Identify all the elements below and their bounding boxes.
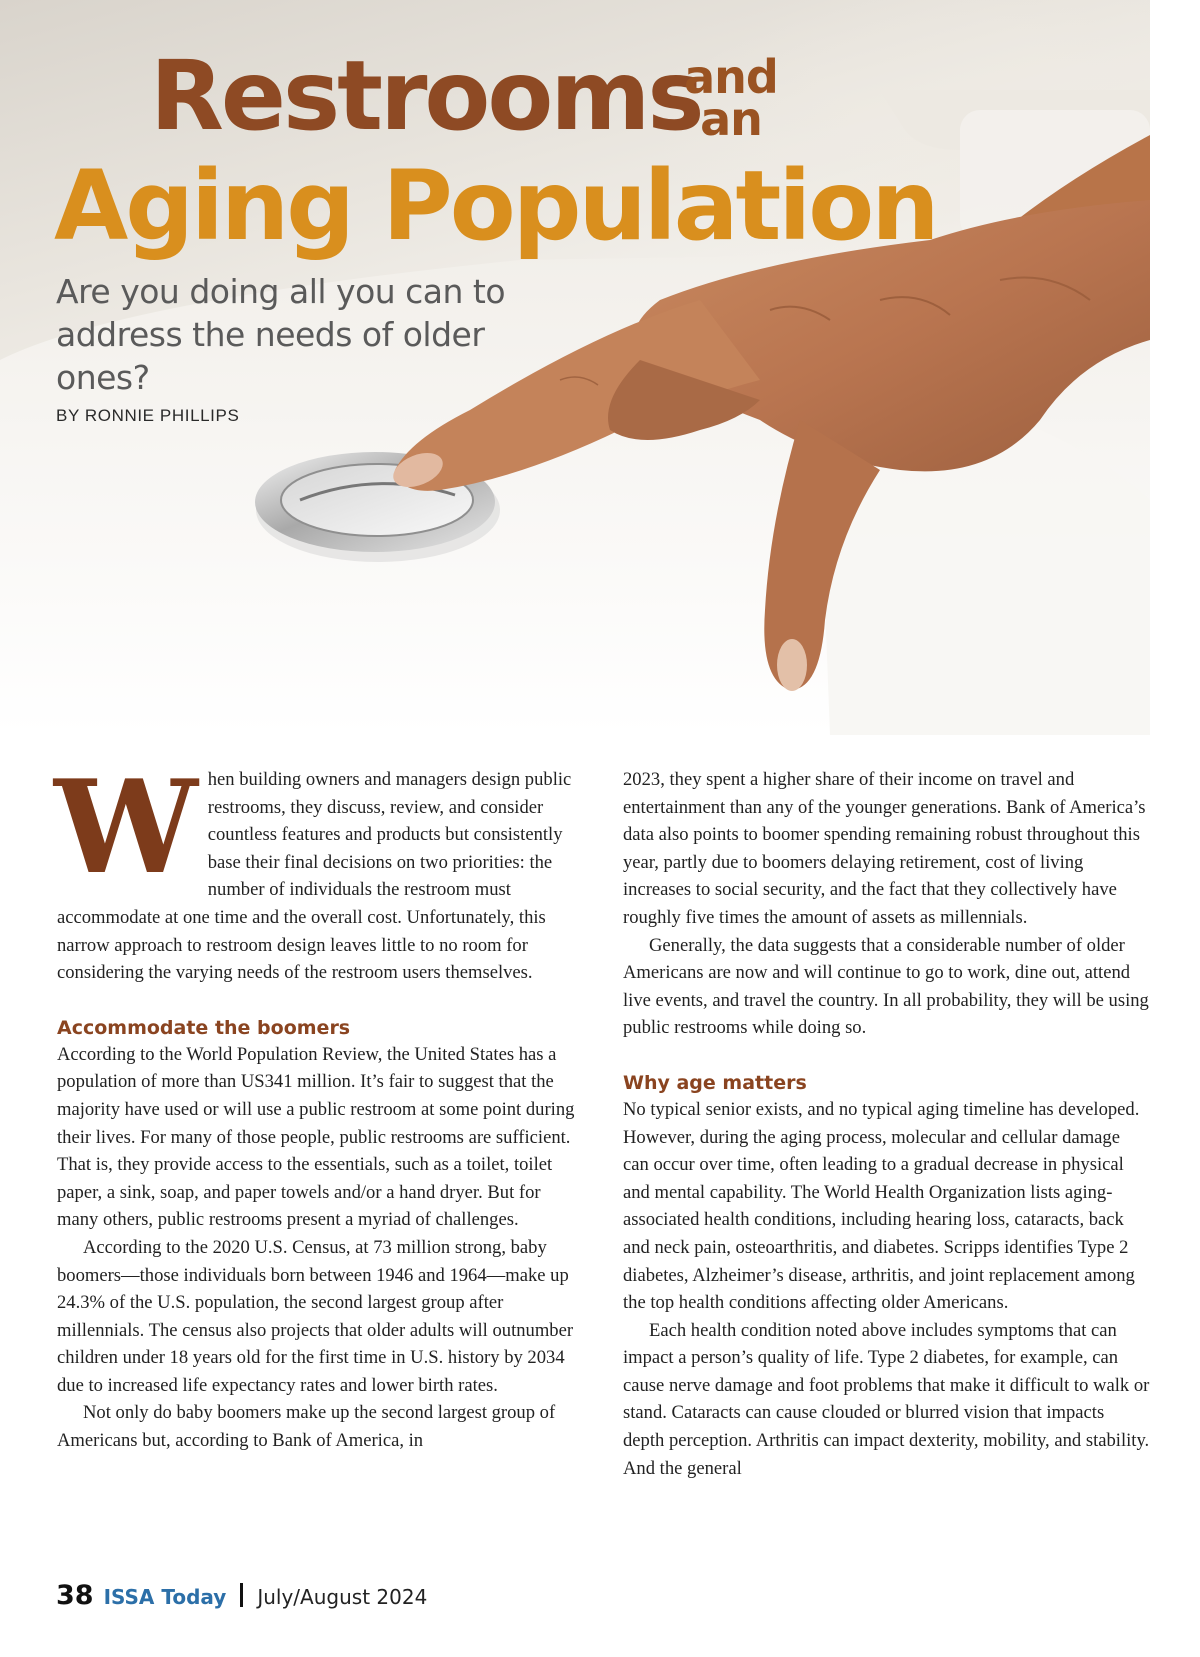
magazine-name: ISSA Today bbox=[103, 1585, 227, 1609]
issue-date: July/August 2024 bbox=[257, 1585, 428, 1609]
article-title-connector bbox=[676, 50, 786, 147]
article-title-main: Restrooms bbox=[150, 40, 702, 152]
section-heading-boomers: Accommodate the boomers bbox=[57, 1016, 351, 1039]
paragraph: According to the World Population Review, the United States has a population of more than US341 million. It’s fair to suggest that the majority have used or will use a public restroom at some point during their lives. For many of those people, public restrooms are sufficient. That is, they provide access to the essentials, such as a toilet, toilet paper, a sink, soap, and paper towels and/or a hand dryer. But for many others, public restrooms present a myriad of challenges. bbox=[57, 1043, 575, 1231]
paragraph: According to the 2020 U.S. Census, at 73 million strong, baby boomers—those individuals born between 1946 and 1964—make up 24.3% of the U.S. population, the second largest group after millennials. The census also projects that older adults will outnumber children under 18 years old for the first time in U.S. history by 2034 due to increased life expectancy rates and lower birth rates. bbox=[57, 1236, 574, 1396]
title-word-an: an bbox=[700, 92, 762, 147]
paragraph: Not only do baby boomers make up the second largest group of Americans but, according to Bank of America, in bbox=[57, 1402, 556, 1452]
footer-divider bbox=[240, 1583, 243, 1607]
article-deck: Are you doing all you can to address the needs of older ones? bbox=[56, 272, 506, 397]
body-column-right bbox=[623, 766, 1150, 1482]
paragraph: Generally, the data suggests that a considerable number of older Americans are now and will continue to go to work, dine out, attend live events, and travel the country. In all probability, they will be using public restrooms while doing so. bbox=[623, 934, 1149, 1039]
article-byline: BY RONNIE PHILLIPS bbox=[56, 406, 240, 425]
hero-photo bbox=[0, 0, 1150, 735]
paragraph-intro: hen building owners and managers design public restrooms, they discuss, review, and consider countless features and products but consistently base their final decisions on two priorities: the number of individuals the restroom must accommodate at one time and the overall cost. Unfortunately, this narrow approach to restroom design leaves little to no room for considering the varying needs of the restroom users themselves. bbox=[57, 769, 572, 984]
section-gap bbox=[57, 987, 583, 1015]
article-title-sub: Aging Population bbox=[54, 150, 937, 262]
paragraph: 2023, they spent a higher share of their income on travel and entertainment than any of the younger generations. Bank of America’s data also points to boomer spending remaining robust throughout this year, partly due to boomers delaying retirement, cost of living increases to social security, and the fact that they collectively have roughly five times the amount of assets as millennials. bbox=[623, 769, 1146, 928]
paragraph: No typical senior exists, and no typical aging timeline has developed. However, during the aging process, molecular and cellular damage can occur over time, often leading to a gradual decrease in physical and mental capability. The World Health Organization lists aging-associated health conditions, including hearing loss, cataracts, back and neck pain, osteoarthritis, and diabetes. Scripps identifies Type 2 diabetes, Alzheimer’s disease, arthritis, and joint replacement among the top health conditions affecting older Americans. bbox=[623, 1098, 1140, 1314]
paragraph: Each health condition noted above includes symptoms that can impact a person’s quality of life. Type 2 diabetes, for example, can cause nerve damage and foot problems that make it difficult to walk or stand. Cataracts can cause clouded or blurred vision that impacts depth perception. Arthritis can impact dexterity, mobility, and stability. And the general bbox=[623, 1319, 1150, 1479]
body-column-left bbox=[54, 753, 583, 1455]
drop-cap: W bbox=[54, 753, 198, 903]
page-number: 38 bbox=[56, 1580, 94, 1611]
section-heading-age: Why age matters bbox=[623, 1071, 807, 1094]
page-footer bbox=[56, 1580, 427, 1616]
section-gap bbox=[623, 1042, 1150, 1070]
title-word-and: and bbox=[684, 50, 778, 104]
